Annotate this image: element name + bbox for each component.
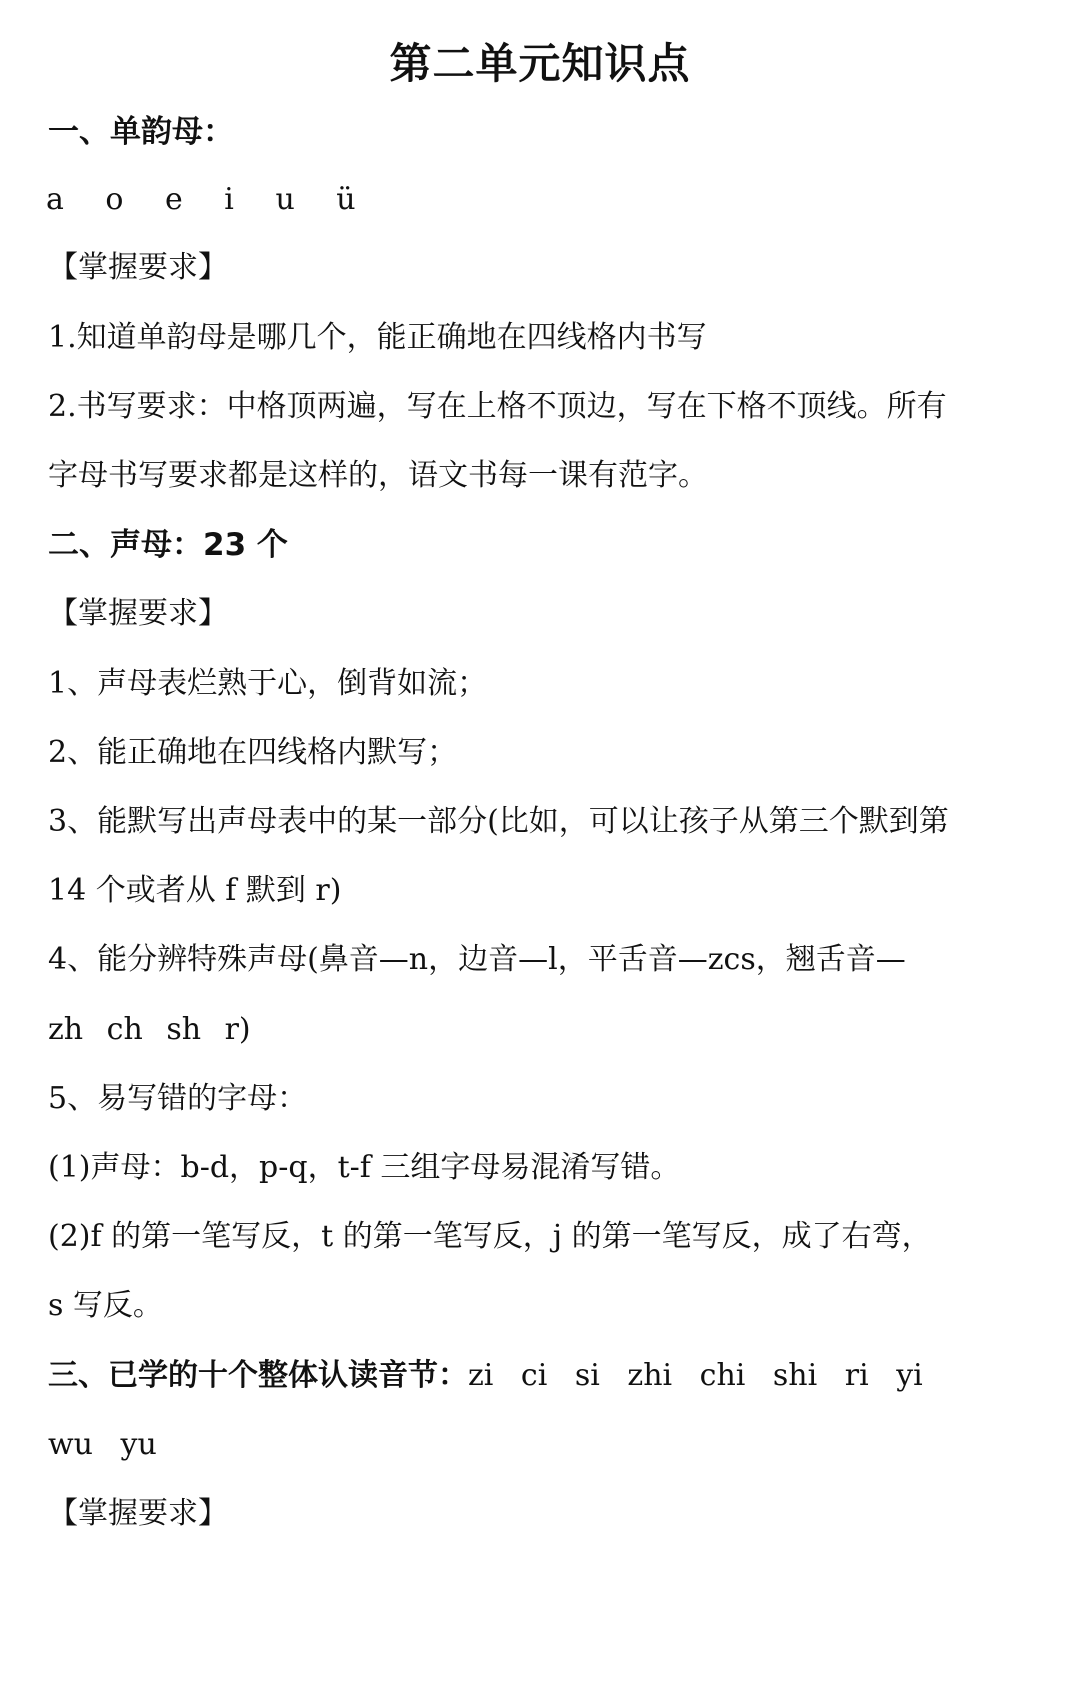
section-2-item: 3、能默写出声母表中的某一部分(比如，可以让孩子从第三个默到第 bbox=[48, 804, 949, 839]
section-2-item: s 写反。 bbox=[48, 1288, 163, 1323]
section-1-heading: 一、单韵母： bbox=[48, 114, 234, 150]
section-2-item: 1、声母表烂熟于心，倒背如流； bbox=[48, 666, 488, 701]
section-3-heading-line bbox=[48, 1354, 923, 1398]
page-title: 第二单元知识点 bbox=[389, 39, 691, 88]
section-2-item: 14 个或者从 f 默到 r) bbox=[48, 873, 342, 908]
section-2-item: 5、易写错的字母： bbox=[48, 1081, 308, 1116]
section-3-syllables-continued: wu yu bbox=[48, 1427, 157, 1462]
section-2-item: (1)声母：b-d，p-q，t-f 三组字母易混淆写错。 bbox=[48, 1150, 681, 1185]
section-1-requirements-label: 【掌握要求】 bbox=[48, 250, 228, 285]
section-1-letters: a o e i u ü bbox=[46, 182, 372, 217]
section-2-item: zh ch sh r) bbox=[48, 1012, 251, 1047]
section-3-syllables: zi ci si zhi chi shi ri yi bbox=[468, 1358, 923, 1393]
section-2-item: 2、能正确地在四线格内默写； bbox=[48, 735, 458, 770]
section-1-item: 1.知道单韵母是哪几个，能正确地在四线格内书写 bbox=[48, 320, 707, 355]
section-2-heading: 二、声母：23 个 bbox=[48, 527, 288, 563]
section-2-item: 4、能分辨特殊声母(鼻音—n，边音—l，平舌音—zcs，翘舌音— bbox=[48, 942, 906, 977]
section-2-item: (2)f 的第一笔写反，t 的第一笔写反，j 的第一笔写反，成了右弯， bbox=[48, 1219, 932, 1254]
section-3-heading: 三、已学的十个整体认读音节： bbox=[48, 1358, 468, 1393]
section-1-item: 字母书写要求都是这样的，语文书每一课有范字。 bbox=[48, 458, 708, 493]
section-1-item: 2.书写要求：中格顶两遍，写在上格不顶边，写在下格不顶线。所有 bbox=[48, 389, 947, 424]
section-3-requirements-label: 【掌握要求】 bbox=[48, 1496, 228, 1531]
section-2-requirements-label: 【掌握要求】 bbox=[48, 596, 228, 631]
